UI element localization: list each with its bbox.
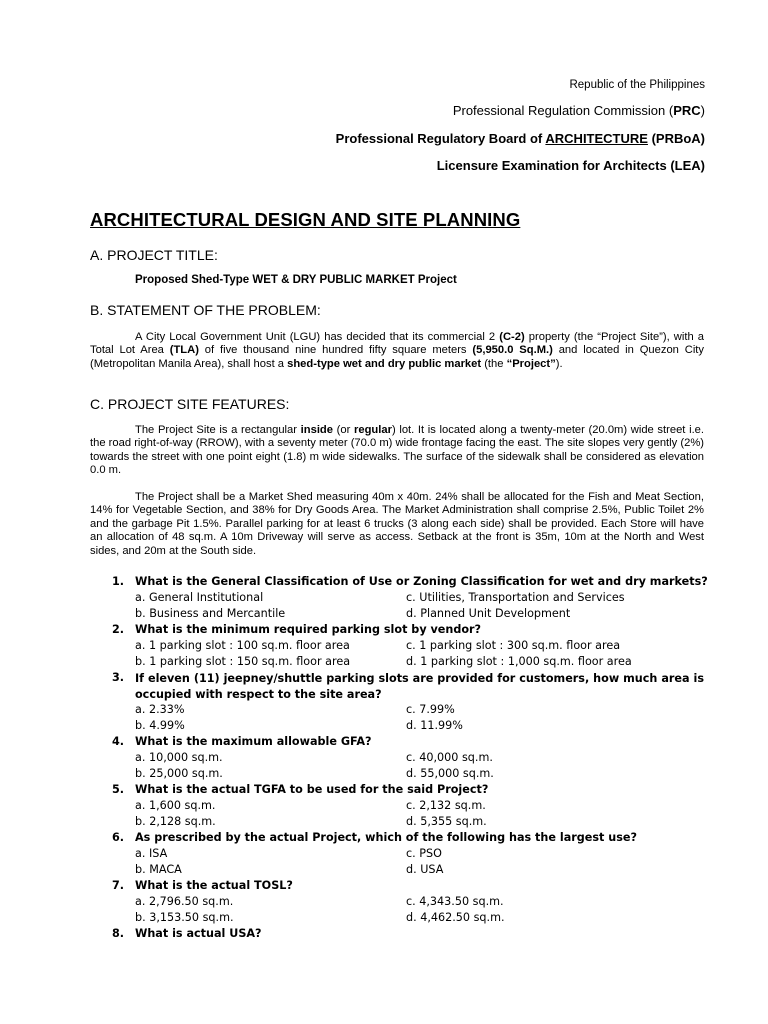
- question-text: What is the General Classification of Use or Zoning Classification for wet and dry markets?: [135, 575, 708, 588]
- question-text: What is the actual TOSL?: [135, 879, 293, 892]
- question-number: 3.: [112, 671, 125, 684]
- option-d: d. 55,000 sq.m.: [406, 767, 494, 780]
- question-number: 7.: [112, 879, 125, 892]
- option-d: d. Planned Unit Development: [406, 607, 571, 620]
- site-features-paragraph-1: The Project Site is a rectangular inside (or regular) lot. It is located along a twenty-meter (20.0m) wide street i.e. the road right-of-way (RROW), with a seventy meter (70.0 m) wide frontage facing the east. The site slopes very gently (2%) towards the street with one point eight (1.8) m wide sidewalks. The surface of the sidewalk shall be considered as elevation 0.0 m.: [90, 424, 705, 477]
- option-a: a. 10,000 sq.m.: [135, 751, 223, 764]
- option-a: a. 2,796.50 sq.m.: [135, 895, 234, 908]
- option-c: c. 7.99%: [406, 703, 455, 716]
- question-text: What is the maximum allowable GFA?: [135, 735, 372, 748]
- question-number: 5.: [112, 783, 125, 796]
- option-b: b. 1 parking slot : 150 sq.m. floor area: [135, 655, 351, 668]
- option-b: b. Business and Mercantile: [135, 607, 286, 620]
- option-a: a. ISA: [135, 847, 168, 860]
- option-a: a. 1,600 sq.m.: [135, 799, 216, 812]
- option-b: b. 2,128 sq.m.: [135, 815, 216, 828]
- section-c-heading: C. PROJECT SITE FEATURES:: [90, 396, 290, 412]
- question-number: 1.: [112, 575, 125, 588]
- option-a: a. 1 parking slot : 100 sq.m. floor area: [135, 639, 350, 652]
- header-exam: Licensure Examination for Architects (LEA): [436, 158, 705, 173]
- option-d: d. 11.99%: [406, 719, 463, 732]
- option-d: d. 1 parking slot : 1,000 sq.m. floor area: [406, 655, 632, 668]
- option-b: b. 25,000 sq.m.: [135, 767, 223, 780]
- question-text: What is the actual TGFA to be used for the said Project?: [135, 783, 489, 796]
- site-features-paragraph-2: The Project shall be a Market Shed measuring 40m x 40m. 24% shall be allocated for the Fish and Meat Section, 14% for Vegetable Section, and 38% for Dry Goods Area. The Market Administration shall comprise 2.5%, Public Toilet 2% and the garbage Pit 1.5%. Parallel parking for at least 6 trucks (3 along each side) shall be provided. Each Store will have an allocation of 48 sq.m. A 10m Driveway will serve as access. Setback at the front is 35m, 10m at the North and West sides, and 20m at the South side.: [90, 491, 704, 557]
- option-c: c. 4,343.50 sq.m.: [406, 895, 504, 908]
- option-c: c. Utilities, Transportation and Services: [406, 591, 625, 604]
- project-title: Proposed Shed-Type WET & DRY PUBLIC MARKET Project: [135, 274, 457, 286]
- question-number: 6.: [112, 831, 125, 844]
- option-d: d. 4,462.50 sq.m.: [406, 911, 505, 924]
- option-c: c. PSO: [406, 847, 442, 860]
- question-text: What is the minimum required parking slot by vendor?: [135, 623, 482, 636]
- question-text: If eleven (11) jeepney/shuttle parking slots are provided for customers, how much area is occupied with respect to the site area?: [135, 672, 704, 701]
- option-b: b. 4.99%: [135, 719, 185, 732]
- option-c: c. 40,000 sq.m.: [406, 751, 493, 764]
- option-a: a. 2.33%: [135, 703, 185, 716]
- option-d: d. 5,355 sq.m.: [406, 815, 487, 828]
- question-number: 4.: [112, 735, 125, 748]
- section-b-heading: B. STATEMENT OF THE PROBLEM:: [90, 302, 321, 318]
- header-republic: Republic of the Philippines: [569, 79, 705, 91]
- question-number: 2.: [112, 623, 125, 636]
- header-commission: Professional Regulation Commission (PRC): [452, 103, 705, 118]
- document-title: ARCHITECTURAL DESIGN AND SITE PLANNING: [90, 209, 521, 230]
- question-number: 8.: [112, 927, 125, 940]
- option-b: b. 3,153.50 sq.m.: [135, 911, 234, 924]
- problem-statement: A City Local Government Unit (LGU) has decided that its commercial 2 (C-2) property (the “Project Site”), with a Total Lot Area (TLA) of five thousand nine hundred fifty square meters (5,950.0 Sq.M.) and located in Quezon City (Metropolitan Manila Area), shall host a shed-type wet and dry public market (the “Project”).: [90, 331, 705, 370]
- section-a-heading: A. PROJECT TITLE:: [90, 247, 218, 263]
- option-b: b. MACA: [135, 863, 182, 876]
- option-d: d. USA: [406, 863, 444, 876]
- question-text: What is actual USA?: [135, 927, 262, 940]
- header-board: Professional Regulatory Board of ARCHITECTURE (PRBoA): [335, 131, 705, 146]
- question-text: As prescribed by the actual Project, which of the following has the largest use?: [135, 831, 637, 844]
- option-c: c. 1 parking slot : 300 sq.m. floor area: [406, 639, 621, 652]
- option-a: a. General Institutional: [135, 591, 264, 604]
- option-c: c. 2,132 sq.m.: [406, 799, 486, 812]
